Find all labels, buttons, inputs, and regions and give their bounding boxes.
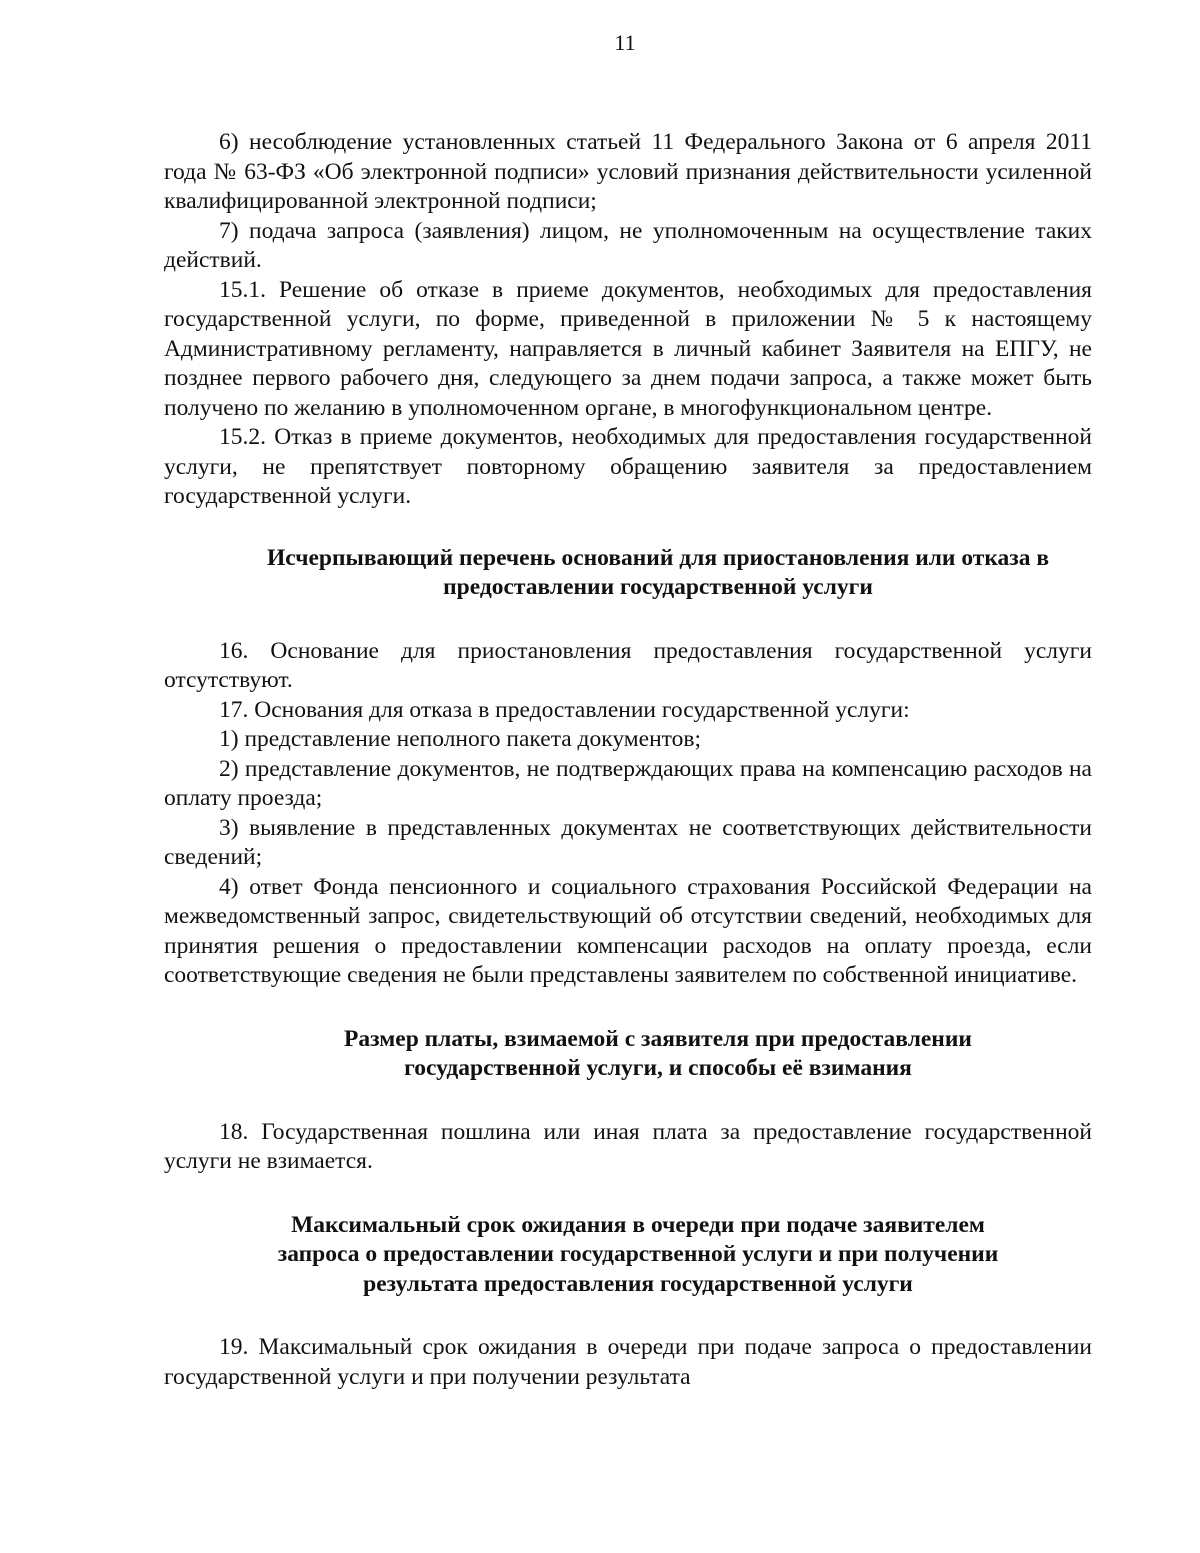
paragraph-7: 7) подача запроса (заявления) лицом, не уполномоченным на осуществление таких действий. (164, 217, 1092, 273)
heading-line: предоставлении государственной услуги (443, 574, 873, 600)
paragraph-15-1: 15.1. Решение об отказе в приеме документов, необходимых для предоставления государственной услуги, по форме, приведенной в приложении № 5 к настоящему Административному регламенту, направляется в личный кабинет Заявителя на ЕПГУ, не позднее первого рабочего дня, следующего за днем подачи запроса, а также может быть получено по желанию в уполномоченном органе, в многофункциональном центре. (164, 276, 1092, 421)
heading-line: результата предоставления государственной услуги (363, 1270, 913, 1297)
list-item-2: 2) представление документов, не подтверждающих права на компенсацию расходов на оплату проезда; (164, 755, 1092, 811)
document-body (164, 128, 1092, 1392)
paragraph-18: 18. Государственная пошлина или иная плата за предоставление государственной услуги не взимается. (164, 1118, 1092, 1174)
heading-line: запроса о предоставлении государственной услуги и при получении (277, 1241, 999, 1267)
list-item-1: 1) представление неполного пакета документов; (219, 726, 702, 752)
paragraph-16: 16. Основание для приостановления предоставления государственной услуги отсутствуют. (164, 637, 1092, 693)
heading-line: Максимальный срок ожидания в очереди при подаче заявителем (291, 1211, 985, 1238)
paragraph-6: 6) несоблюдение установленных статьей 11 Федерального Закона от 6 апреля 2011 года № 63-ФЗ «Об электронной подписи» условий признания действительности усиленной квалифицированной электронной подписи; (164, 129, 1092, 214)
heading-line: Исчерпывающий перечень оснований для приостановления или отказа в (266, 544, 1050, 571)
paragraph-19: 19. Максимальный срок ожидания в очереди при подаче запроса о предоставлении государственной услуги и при получении результата (164, 1334, 1092, 1390)
heading-line: Размер платы, взимаемой с заявителя при предоставлении (344, 1025, 972, 1052)
section-heading-fee (164, 1025, 1092, 1084)
paragraph-17: 17. Основания для отказа в предоставлении государственной услуги: (219, 696, 910, 723)
section-heading-grounds-for-refusal (164, 544, 1092, 603)
page-number: 11 (614, 30, 636, 55)
section-heading-queue-time (164, 1211, 1092, 1300)
list-item-4: 4) ответ Фонда пенсионного и социального страхования Российской Федерации на межведомственный запрос, свидетельствующий об отсутствии сведений, необходимых для принятия решения о предоставлении компенсации расходов на оплату проезда, если соответствующие сведения не были представлены заявителем по собственной инициативе. (164, 873, 1092, 988)
paragraph-15-2: 15.2. Отказ в приеме документов, необходимых для предоставления государственной услуги, не препятствует повторному обращению заявителя за предоставлением государственной услуги. (164, 424, 1092, 509)
heading-line: государственной услуги, и способы её взимания (404, 1055, 912, 1081)
list-item-3: 3) выявление в представленных документах не соответствующих действительности сведений; (164, 814, 1092, 870)
